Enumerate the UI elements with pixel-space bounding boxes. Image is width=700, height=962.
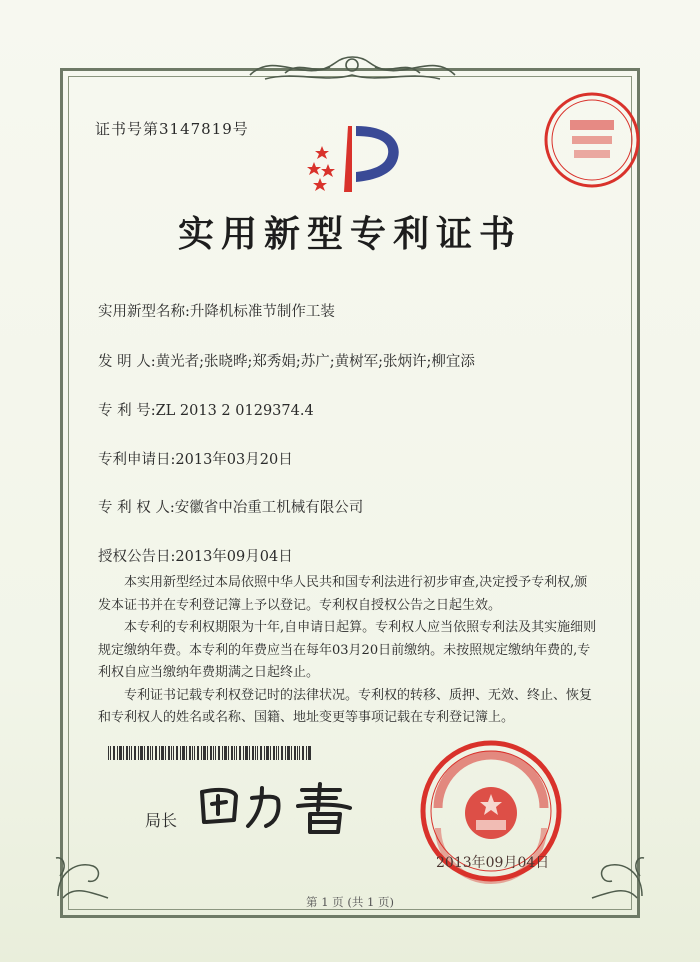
patent-office-logo: [300, 118, 410, 198]
field-value: 安徽省中冶重工机械有限公司: [174, 500, 364, 516]
field-label: 专 利 号:: [98, 403, 156, 419]
page-number: 第 1 页 (共 1 页): [306, 895, 394, 909]
field-label: 专利申请日:: [98, 452, 176, 468]
field-label: 实用新型名称:: [98, 304, 190, 320]
field-value: 2013年09月04日: [175, 549, 293, 565]
field-value: 升降机标准节制作工装: [189, 304, 335, 320]
field-value: ZL 2013 2 0129374.4: [155, 403, 314, 419]
certificate-body: [98, 572, 598, 730]
certificate-number: 证书号第3147819号: [95, 120, 249, 138]
director-signature: [190, 770, 370, 840]
agency-stamp: [540, 88, 644, 192]
seal-date: 2013年09月04日: [436, 855, 550, 871]
director-label: 局长: [145, 811, 178, 830]
field-grant-date: [98, 545, 293, 566]
field-patentee: [98, 496, 363, 517]
field-label: 发 明 人:: [98, 354, 156, 370]
field-patent-number: [98, 399, 314, 420]
field-utility-model-name: [98, 300, 335, 321]
body-paragraph: 本专利的专利权期限为十年,自申请日起算。专利权人应当依照专利法及其实施细则规定缴纳年费。本专利的年费应当在每年03月20日前缴纳。未按照规定缴纳年费的,专利权自应当缴纳年费期满之日起终止。: [98, 620, 597, 680]
body-paragraph: 专利证书记载专利权登记时的法律状况。专利权的转移、质押、无效、终止、恢复和专利权人的姓名或名称、国籍、地址变更等事项记载在专利登记簿上。: [98, 687, 593, 725]
field-value: 黄光者;张晓晔;郑秀娟;苏广;黄树军;张炳许;柳宜添: [155, 354, 475, 370]
certificate-title: 实用新型专利证书: [177, 213, 522, 255]
field-label: 专 利 权 人:: [98, 500, 175, 516]
field-application-date: [98, 448, 293, 469]
barcode: [108, 746, 313, 760]
field-inventors: [98, 350, 475, 371]
field-value: 2013年03月20日: [175, 452, 293, 468]
field-label: 授权公告日:: [98, 549, 176, 565]
top-ornament: [245, 45, 460, 90]
body-paragraph: 本实用新型经过本局依照中华人民共和国专利法进行初步审查,决定授予专利权,颁发本证书并在专利登记簿上予以登记。专利权自授权公告之日起生效。: [98, 575, 588, 613]
